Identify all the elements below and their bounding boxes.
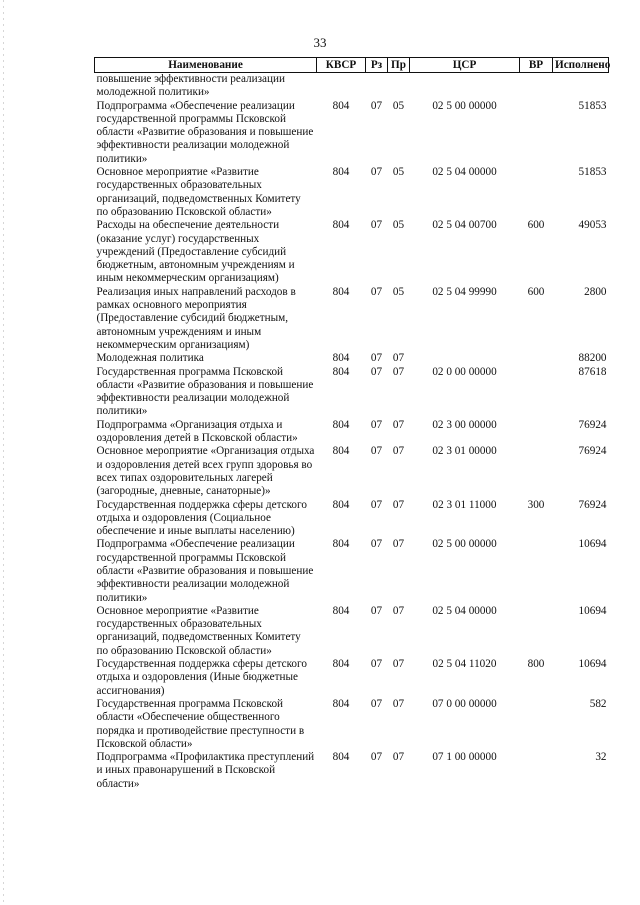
cell-kvsr: 804: [332, 658, 350, 671]
cell-csr: 02 3 01 00000: [432, 445, 497, 458]
column-header-kvsr: КВСР: [317, 58, 366, 73]
cell-kvsr: 804: [332, 285, 350, 298]
cell-kvsr: 804: [332, 498, 350, 511]
cell-vr: [520, 73, 553, 100]
budget-table: [94, 57, 609, 791]
cell-csr: 02 3 01 11000: [432, 498, 497, 511]
cell-rz: 07: [370, 166, 383, 179]
cell-csr: 07 1 00 00000: [432, 751, 497, 764]
cell-rz: 07: [370, 498, 383, 511]
cell-kvsr: 804: [332, 538, 350, 551]
cell-ispol: 49053: [578, 219, 607, 232]
cell-ispol: 88200: [578, 352, 607, 365]
cell-pr: 07: [392, 604, 405, 617]
cell-pr: 07: [392, 445, 405, 458]
table-row: [95, 352, 609, 365]
cell-name: Реализация иных направлений расходов в рамках основного мероприятия (Предоставление субсидий бюджетным, автономным учреждениям и иным некоммерческим организациям): [96, 285, 296, 351]
cell-rz: [366, 73, 388, 100]
table-body: [95, 73, 609, 792]
cell-pr: 05: [392, 285, 405, 298]
cell-csr: 02 5 00 00000: [432, 538, 497, 551]
cell-ispol: [553, 73, 609, 100]
cell-rz: 07: [370, 604, 383, 617]
cell-rz: 07: [370, 365, 383, 378]
cell-ispol: 51853: [578, 166, 607, 179]
cell-pr: 07: [392, 418, 405, 431]
cell-csr: 07 0 00 00000: [432, 697, 497, 710]
cell-kvsr: 804: [332, 445, 350, 458]
cell-csr: 02 5 04 00000: [432, 166, 497, 179]
cell-csr: 02 5 00 00000: [432, 99, 497, 112]
cell-pr: 07: [392, 352, 405, 365]
cell-ispol: 10694: [578, 658, 607, 671]
cell-name: Подпрограмма «Организация отдыха и оздоровления детей в Псковской области»: [96, 418, 298, 445]
cell-ispol: 582: [589, 697, 607, 710]
cell-ispol: 76924: [578, 445, 607, 458]
column-header-rz: Рз: [366, 58, 388, 73]
cell-csr: 02 5 04 00700: [432, 219, 497, 232]
table-row: [95, 366, 609, 419]
cell-name: Молодежная политика: [96, 352, 204, 365]
cell-name: Основное мероприятие «Развитие государственных образовательных организаций, подведомственных Комитету по образованию Псковской области»: [96, 166, 301, 218]
column-header-name: Наименование: [95, 58, 317, 73]
cell-vr: [520, 419, 553, 446]
cell-csr: 02 5 04 11020: [432, 658, 497, 671]
cell-ispol: 51853: [578, 99, 607, 112]
column-header-ispol: Исполнено: [553, 58, 609, 73]
cell-kvsr: 804: [332, 604, 350, 617]
cell-name: Расходы на обеспечение деятельности (оказание услуг) государственных учреждений (Предоставление субсидий бюджетным, автономным учреждениям и иным некоммерческим организациям): [96, 219, 295, 285]
cell-name: повышение эффективности реализации молодежной политики»: [96, 73, 285, 99]
cell-rz: 07: [370, 352, 383, 365]
cell-kvsr: 804: [332, 697, 350, 710]
cell-name: Подпрограмма «Обеспечение реализации государственной программы Псковской области «Развитие образования и повышение эффективности реализации молодежной политики»: [96, 99, 314, 165]
cell-vr: [520, 698, 553, 751]
cell-name: Подпрограмма «Профилактика преступлений и иных правонарушений в Псковской области»: [96, 751, 315, 790]
table-row: [95, 73, 609, 100]
cell-rz: 07: [370, 658, 383, 671]
page-number: 33: [313, 35, 327, 50]
cell-ispol: 32: [595, 751, 607, 764]
cell-name: Государственная поддержка сферы детского отдыха и оздоровления (Иные бюджетные ассигнования): [96, 658, 307, 697]
cell-vr: 800: [527, 658, 545, 671]
cell-csr: 02 0 00 00000: [432, 365, 497, 378]
cell-csr: [410, 73, 520, 100]
cell-pr: 07: [392, 751, 405, 764]
cell-rz: 07: [370, 285, 383, 298]
cell-ispol: 87618: [578, 365, 607, 378]
column-header-vr: ВР: [520, 58, 553, 73]
cell-rz: 07: [370, 751, 383, 764]
table-row: [95, 698, 609, 751]
cell-pr: 05: [392, 219, 405, 232]
cell-pr: 07: [392, 697, 405, 710]
table-row: [95, 286, 609, 352]
cell-kvsr: 804: [332, 365, 350, 378]
cell-ispol: 76924: [578, 418, 607, 431]
cell-vr: 600: [527, 219, 545, 232]
cell-name: Основное мероприятие «Организация отдыха и оздоровления детей всех групп здоровья во всех типах оздоровительных лагерей (загородные, дневные, санаторные)»: [96, 445, 315, 498]
cell-vr: 300: [527, 498, 545, 511]
cell-kvsr: 804: [332, 352, 350, 365]
cell-vr: [520, 366, 553, 419]
cell-rz: 07: [370, 99, 383, 112]
cell-ispol: 10694: [578, 604, 607, 617]
column-header-pr: Пр: [388, 58, 410, 73]
table-row: [95, 100, 609, 166]
cell-vr: [520, 352, 553, 365]
cell-pr: 07: [392, 498, 405, 511]
column-header-csr: ЦСР: [410, 58, 520, 73]
cell-csr: 02 5 04 99990: [432, 285, 497, 298]
cell-kvsr: 804: [332, 418, 350, 431]
cell-vr: [520, 166, 553, 219]
table-row: [95, 499, 609, 539]
cell-kvsr: 804: [332, 219, 350, 232]
cell-kvsr: [317, 73, 366, 100]
cell-name: Государственная программа Псковской области «Развитие образования и повышение эффективности реализации молодежной политики»: [96, 365, 314, 418]
table-row: [95, 445, 609, 498]
table-row: [95, 658, 609, 698]
cell-pr: 05: [392, 166, 405, 179]
cell-csr: [410, 352, 520, 365]
cell-vr: 600: [527, 285, 545, 298]
cell-kvsr: 804: [332, 166, 350, 179]
cell-pr: [388, 73, 410, 100]
cell-vr: [520, 605, 553, 658]
cell-pr: 07: [392, 658, 405, 671]
cell-ispol: 76924: [578, 498, 607, 511]
cell-csr: 02 3 00 00000: [432, 418, 497, 431]
cell-vr: [520, 538, 553, 604]
cell-kvsr: 804: [332, 751, 350, 764]
cell-vr: [520, 751, 553, 791]
cell-vr: [520, 100, 553, 166]
scan-edge: [3, 0, 4, 905]
cell-rz: 07: [370, 697, 383, 710]
cell-csr: 02 5 04 00000: [432, 604, 497, 617]
table-row: [95, 605, 609, 658]
cell-name: Государственная поддержка сферы детского отдыха и оздоровления (Социальное обеспечение и иные выплаты населению): [96, 498, 307, 538]
cell-vr: [520, 445, 553, 498]
cell-rz: 07: [370, 445, 383, 458]
cell-rz: 07: [370, 219, 383, 232]
table-row: [95, 419, 609, 446]
table-row: [95, 751, 609, 791]
cell-ispol: 10694: [578, 538, 607, 551]
cell-rz: 07: [370, 538, 383, 551]
cell-name: Подпрограмма «Обеспечение реализации государственной программы Псковской области «Развитие образования и повышение эффективности реализации молодежной политики»: [96, 538, 314, 604]
table-row: [95, 538, 609, 604]
cell-kvsr: 804: [332, 99, 350, 112]
cell-rz: 07: [370, 418, 383, 431]
cell-pr: 07: [392, 538, 405, 551]
cell-name: Государственная программа Псковской области «Обеспечение общественного порядка и противодействие преступности в Псковской области»: [96, 697, 305, 750]
cell-pr: 07: [392, 365, 405, 378]
table-header-row: [95, 58, 609, 73]
cell-name: Основное мероприятие «Развитие государственных образовательных организаций, подведомственных Комитету по образованию Псковской области»: [96, 604, 301, 657]
table-row: [95, 166, 609, 219]
cell-pr: 05: [392, 99, 405, 112]
cell-ispol: 2800: [584, 285, 607, 298]
table-row: [95, 219, 609, 285]
